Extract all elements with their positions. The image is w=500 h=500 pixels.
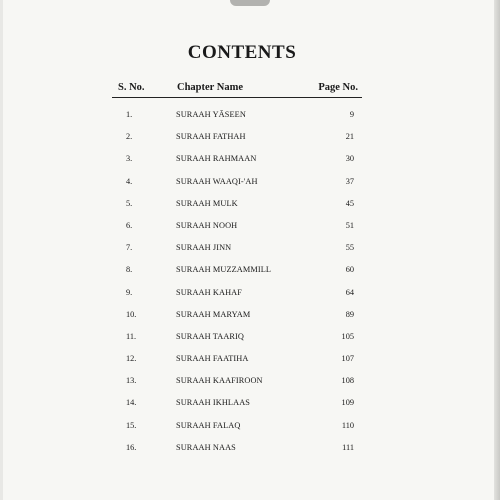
page-title: CONTENTS [187, 42, 297, 63]
row-serial-number: 4. [126, 176, 133, 186]
row-chapter-name: SURAAH IKHLAAS [176, 398, 251, 408]
row-chapter-name: SURAAH FALAQ [176, 420, 241, 430]
header-serial-number: S. No. [118, 82, 145, 93]
table-row [118, 415, 358, 437]
row-page-number: 45 [345, 198, 354, 208]
row-chapter-name: SURAAH MULK [176, 198, 238, 208]
row-page-number: 60 [345, 265, 354, 275]
row-page-number: 30 [345, 154, 354, 164]
row-serial-number: 10. [126, 309, 137, 319]
row-serial-number: 13. [126, 376, 137, 386]
row-page-number: 9 [349, 110, 354, 119]
row-serial-number: 9. [126, 287, 133, 297]
table-row [118, 304, 358, 326]
table-row [118, 259, 358, 281]
row-page-number: 64 [345, 287, 354, 297]
header-page-number: Page No. [318, 82, 358, 93]
row-chapter-name: SURAAH YĀSEEN [176, 110, 246, 119]
row-chapter-name: SURAAH MARYAM [176, 309, 251, 319]
row-serial-number: 7. [126, 243, 133, 253]
row-page-number: 111 [342, 442, 354, 452]
row-page-number: 51 [345, 220, 354, 230]
row-serial-number: 1. [126, 110, 133, 119]
row-chapter-name: SURAAH TAARIQ [176, 331, 245, 341]
row-page-number: 89 [345, 309, 354, 319]
table-row [118, 326, 358, 348]
table-row [118, 392, 358, 414]
row-page-number: 105 [341, 331, 354, 341]
row-serial-number: 3. [126, 154, 133, 164]
table-row [118, 126, 358, 148]
table-row [118, 348, 358, 370]
table-row [118, 215, 358, 237]
table-row [118, 370, 358, 392]
table-row [118, 282, 358, 304]
table-row [118, 437, 358, 459]
table-row [118, 237, 358, 259]
header-chapter-name: Chapter Name [177, 82, 244, 93]
row-page-number: 110 [341, 420, 354, 430]
row-serial-number: 14. [126, 398, 137, 408]
row-serial-number: 11. [126, 331, 137, 341]
table-row [118, 148, 358, 170]
row-page-number: 108 [341, 376, 354, 386]
row-page-number: 109 [341, 398, 354, 408]
row-serial-number: 5. [126, 198, 133, 208]
header-divider [112, 97, 362, 98]
table-row [118, 104, 358, 126]
row-serial-number: 15. [126, 420, 137, 430]
row-serial-number: 16. [126, 442, 137, 452]
row-chapter-name: SURAAH JINN [176, 243, 232, 253]
row-serial-number: 12. [126, 354, 137, 364]
row-serial-number: 8. [126, 265, 133, 275]
row-chapter-name: SURAAH KAHAF [176, 287, 242, 297]
row-chapter-name: SURAAH WAAQI-'AH [176, 176, 258, 186]
row-page-number: 21 [345, 132, 354, 142]
table-row [118, 193, 358, 215]
contents-list [118, 104, 358, 459]
row-serial-number: 6. [126, 220, 133, 230]
row-page-number: 37 [345, 176, 354, 186]
row-serial-number: 2. [126, 132, 133, 142]
row-chapter-name: SURAAH MUZZAMMILL [176, 265, 272, 275]
row-chapter-name: SURAAH FAATIHA [176, 354, 249, 364]
table-row [118, 171, 358, 193]
row-chapter-name: SURAAH NAAS [176, 442, 236, 452]
row-page-number: 107 [341, 354, 354, 364]
table-header [118, 82, 358, 98]
binding-shadow [230, 0, 270, 6]
page-left-edge [0, 0, 3, 500]
row-chapter-name: SURAAH FATHAH [176, 132, 246, 142]
row-chapter-name: SURAAH RAHMAAN [176, 154, 257, 164]
page-right-edge [494, 0, 500, 500]
row-chapter-name: SURAAH KAAFIROON [176, 376, 263, 386]
row-page-number: 55 [345, 243, 354, 253]
row-chapter-name: SURAAH NOOH [176, 220, 238, 230]
